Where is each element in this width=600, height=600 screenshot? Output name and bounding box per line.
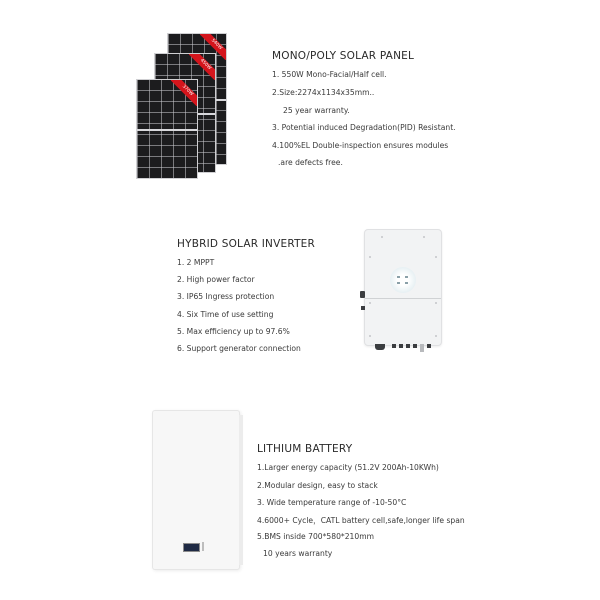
spec-item: 5. Max efficiency up to 97.6% [177, 327, 290, 336]
spec-item: 3. IP65 Ingress protection [177, 292, 275, 301]
spec-item: 4.100%EL Double-inspection ensures modules [272, 141, 449, 150]
power-badge: 540W [200, 34, 226, 60]
spec-item: 2.Size:2274x1134x35mm.. [272, 88, 375, 97]
spec-item: 3. Potential induced Degradation(PID) Resistant. [272, 123, 456, 132]
spec-item: 10 years warranty [263, 549, 333, 558]
solar-panel-title: MONO/POLY SOLAR PANEL [272, 50, 415, 62]
spec-item: 3. Wide temperature range of -10-50°C [257, 498, 407, 507]
spec-item: 2. High power factor [177, 275, 255, 284]
spec-item: 1. 2 MPPT [177, 258, 215, 267]
solar-panel-front [136, 79, 198, 179]
spec-item: 25 year warranty. [283, 106, 350, 115]
inverter-display [390, 267, 416, 293]
inverter-title: HYBRID SOLAR INVERTER [177, 238, 316, 250]
power-badge: 370W [171, 80, 197, 106]
inverter-image [364, 229, 442, 346]
battery-screen [183, 543, 200, 552]
spec-item: 1.Larger energy capacity (51.2V 200Ah-10KWh) [257, 463, 439, 472]
spec-item: 6. Support generator connection [177, 344, 301, 353]
spec-item: .are defects free. [278, 158, 343, 167]
spec-item: 4.6000+ Cycle，CATL battery cell,safe,longer life span [257, 516, 465, 525]
battery-title: LITHIUM BATTERY [257, 443, 353, 455]
spec-item: 1. 550W Mono-Facial/Half cell. [272, 70, 387, 79]
spec-item: 2.Modular design, easy to stack [257, 481, 378, 490]
battery-image [152, 410, 240, 570]
spec-item: 5.BMS inside 700*580*210mm [257, 532, 375, 541]
power-badge: 450W [189, 54, 215, 80]
spec-item: 4. Six Time of use setting [177, 310, 274, 319]
